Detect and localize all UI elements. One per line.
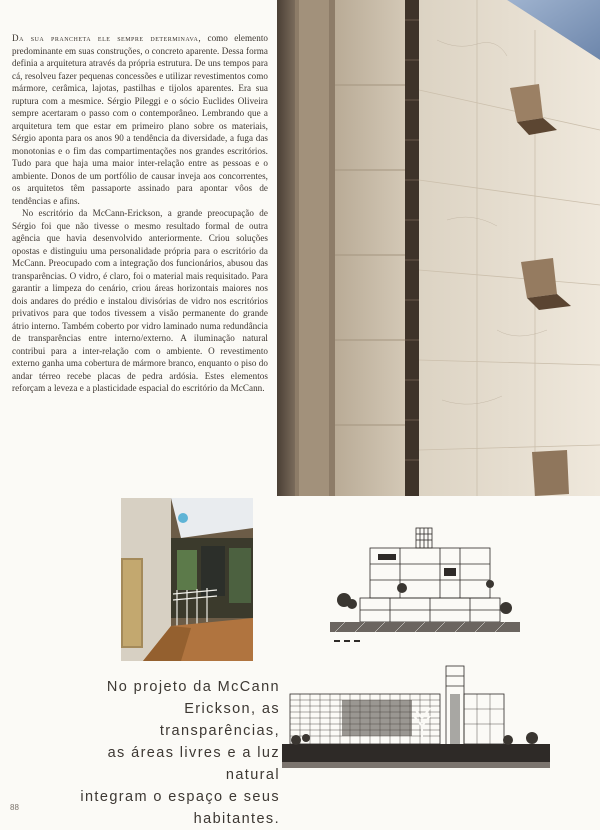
paragraph-2: No escritório da McCann-Erickson, a grande preocupação de Sérgio foi que não tivesse o mesmo resultado formal de outra agência que havia desenvolvido anteriormente. Criou soluções opostas e distinguiu uma personalidade própria para o escritório da McCann. Preocupado com a integração dos funcionários, abusou das transparências. O vidro, é claro, foi o material mais requisitado. Para garantir a limpeza do cenário, criou áreas horizontais maiores nos dois andares do prédio e instalou divisórias de vidro nos escritórios privativos para que todos tivessem a visão permanente do grande átrio interno. Também coberto por vidro laminado numa redundância de transparências entre interno/externo. A iluminação natural contribui para a inter-relação com o ambiente. O revestimento externo ganha uma cobertura de mármore branco, enquanto o piso do andar térreo recebe placas de pedra ardósia. Estes elementos reforçam a leveza e a plasticidade espacial do escritório da McCann. bbox=[12, 208, 268, 393]
article-text bbox=[12, 32, 268, 395]
elevation-drawing bbox=[282, 664, 550, 772]
lead-in: Da sua prancheta ele sempre determinava, bbox=[12, 33, 202, 43]
interior-photo bbox=[121, 498, 253, 661]
elevation-drawing-graphic bbox=[282, 664, 550, 772]
photo-caption bbox=[60, 676, 280, 830]
caption-line-1: No projeto da McCann bbox=[106, 679, 280, 695]
caption-line-2: Erickson, as transparências, bbox=[159, 701, 280, 739]
facade-photo bbox=[277, 0, 600, 496]
caption-line-5: habitantes. bbox=[193, 811, 280, 827]
paragraph-1 bbox=[12, 32, 268, 207]
caption-line-4: integram o espaço e seus bbox=[80, 789, 280, 805]
caption-line-3: as áreas livres e a luz natural bbox=[107, 745, 280, 783]
section-drawing-top-graphic bbox=[330, 524, 520, 650]
interior-photo-graphic bbox=[121, 498, 253, 661]
page-number: 88 bbox=[10, 803, 19, 812]
section-drawing-top bbox=[330, 524, 520, 650]
paragraph-1-body: como elemento predominante em suas construções, o concreto aparente. Dessa forma definia a arquitetura através da própria estrutura. De uns tempos para cá, resolveu fazer pequenas concessões e utilizar revestimentos como mármore, cerâmica, lajotas, pastilhas e tijolos aparentes. Era sua ruptura com a mesmice. Sérgio Pileggi e o sócio Euclides Oliveira sempre acertaram o passo com o contemporâneo. Lembrando que a arquitetura tem que estar em primeiro plano sobre os materiais, Sérgio aponta para os anos 90 a tendência da diversidade, a fuga das monotonias e o fim das compartimentações nos grandes escritórios. Tudo para que haja uma maior inter-relação entre as pessoas e o ambiente. Donos de um portfólio de causar inveja aos concorrentes, os arquitetos têm passaporte assinado para apontar vôos de tendências e afins. bbox=[12, 33, 268, 206]
facade-photo-graphic bbox=[277, 0, 600, 496]
